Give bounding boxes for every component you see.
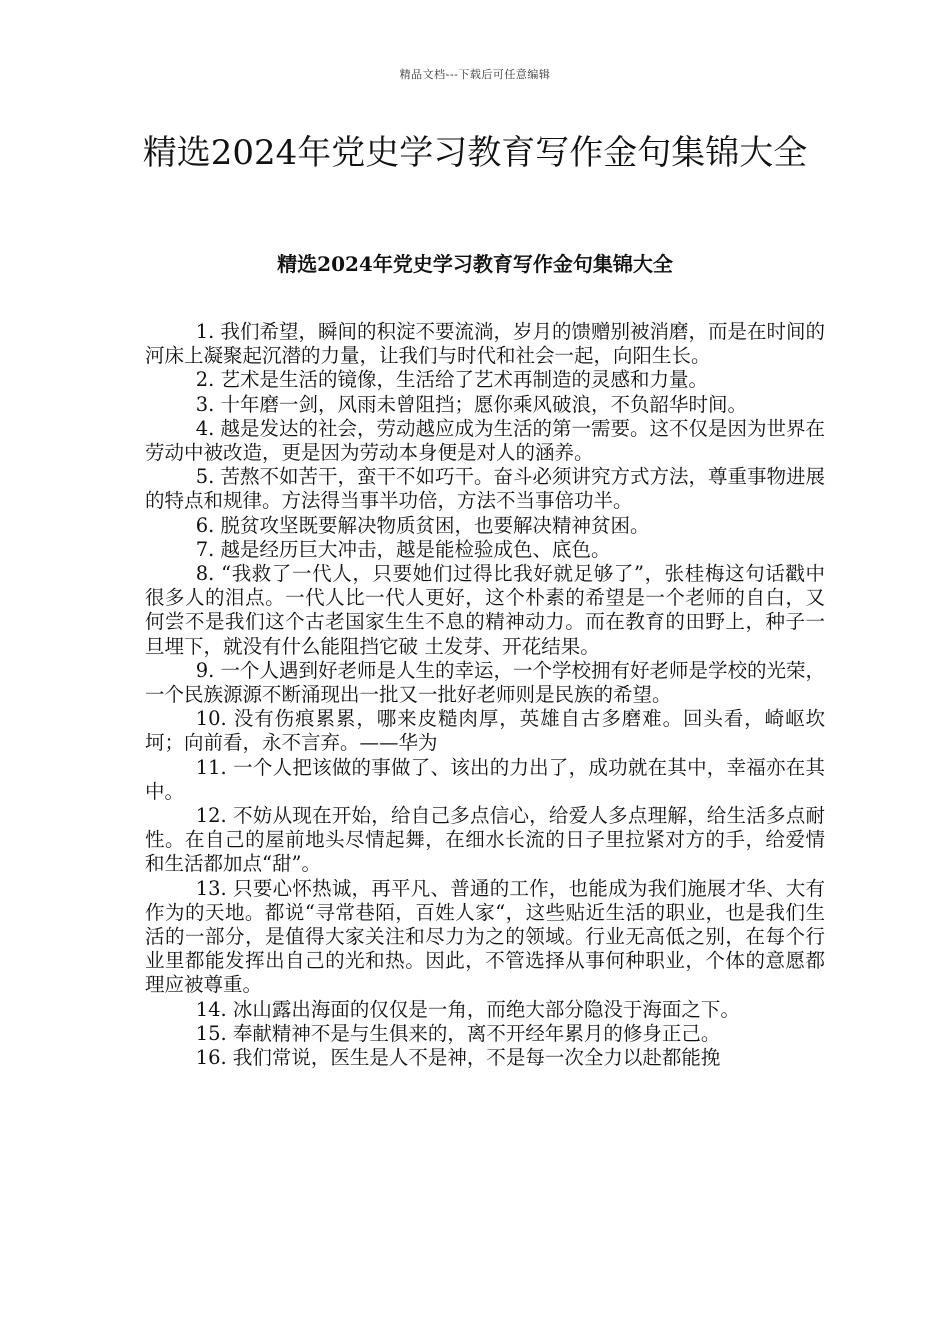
paragraph-1: 1. 我们希望，瞬间的积淀不要流淌，岁月的馈赠别被消磨，而是在时间的河床上凝聚起沉潜的力量，让我们与时代和社会一起，向阳生长。 — [145, 320, 825, 368]
paragraph-15: 15. 奉献精神不是与生俱来的，离不开经年累月的修身正己。 — [195, 1021, 721, 1045]
paragraph-14: 14. 冰山露出海面的仅仅是一角，而绝大部分隐没于海面之下。 — [195, 997, 740, 1021]
header-note: 精品文档---下载后可任意编辑 — [399, 68, 551, 81]
document-subtitle: 精选2024年党史学习教育写作金句集锦大全 — [277, 252, 673, 276]
paragraph-2: 2. 艺术是生活的镜像，生活给了艺术再制造的灵感和力量。 — [195, 368, 708, 392]
paragraph-9: 9. 一个人遇到好老师是人生的幸运，一个学校拥有好老师是学校的光荣，一个民族源源不断涌现出一批又一批好老师则是民族的希望。 — [145, 658, 825, 707]
paragraph-16: 16. 我们常说，医生是人不是神，不是每一次全力以赴都能挽 — [195, 1046, 721, 1070]
paragraph-10: 10. 没有伤痕累累，哪来皮糙肉厚，英雄自古多磨难。回头看，崎岖坎坷；向前看，永不言弃。——华为 — [145, 707, 825, 755]
paragraph-4: 4. 越是发达的社会，劳动越应成为生活的第一需要。这不仅是因为世界在劳动中被改造，更是因为劳动本身便是对人的涵养。 — [145, 416, 825, 465]
paragraph-8: 8. “我救了一代人，只要她们过得比我好就足够了”，张桂梅这句话戳中很多人的泪点。一代人比一代人更好，这个朴素的希望是一个老师的自白，又何尝不是我们这个古老国家生生不息的精神动力。而在教育的田野上，种子一旦埋下，就没有什么能阻挡它破 土发芽、开花结果。 — [145, 562, 825, 658]
paragraph-3: 3. 十年磨一剑，风雨未曾阻挡；愿你乘风破浪，不负韶华时间。 — [195, 392, 747, 416]
document-title: 精选2024年党史学习教育写作金句集锦大全 — [142, 133, 808, 173]
paragraph-12: 12. 不妨从现在开始，给自己多点信心，给爱人多点理解，给生活多点耐性。在自己的屋前地头尽情起舞，在细水长流的日子里拉紧对方的手，给爱情和生活都加点“甜”。 — [145, 804, 825, 876]
paragraph-5: 5. 苦熬不如苦干，蛮干不如巧干。奋斗必须讲究方式方法，尊重事物进展的特点和规律。方法得当事半功倍，方法不当事倍功半。 — [145, 465, 825, 513]
paragraph-6: 6. 脱贫攻坚既要解决物质贫困，也要解决精神贫困。 — [195, 513, 650, 537]
paragraph-7: 7. 越是经历巨大冲击，越是能检验成色、底色。 — [195, 537, 611, 561]
document-body — [145, 320, 825, 1070]
paragraph-11: 11. 一个人把该做的事做了、该出的力出了，成功就在其中，幸福亦在其中。 — [145, 755, 825, 803]
paragraph-13: 13. 只要心怀热诚，再平凡、普通的工作，也能成为我们施展才华、大有作为的天地。都说“寻常巷陌，百姓人家“，这些贴近生活的职业，也是我们生活的一部分，是值得大家关注和尽力为之的领域。行业无高低之别，在每个行业里都能发挥出自己的光和热。因此，不管选择从事何种职业，个体的意愿都理应被尊重。 — [145, 876, 825, 997]
